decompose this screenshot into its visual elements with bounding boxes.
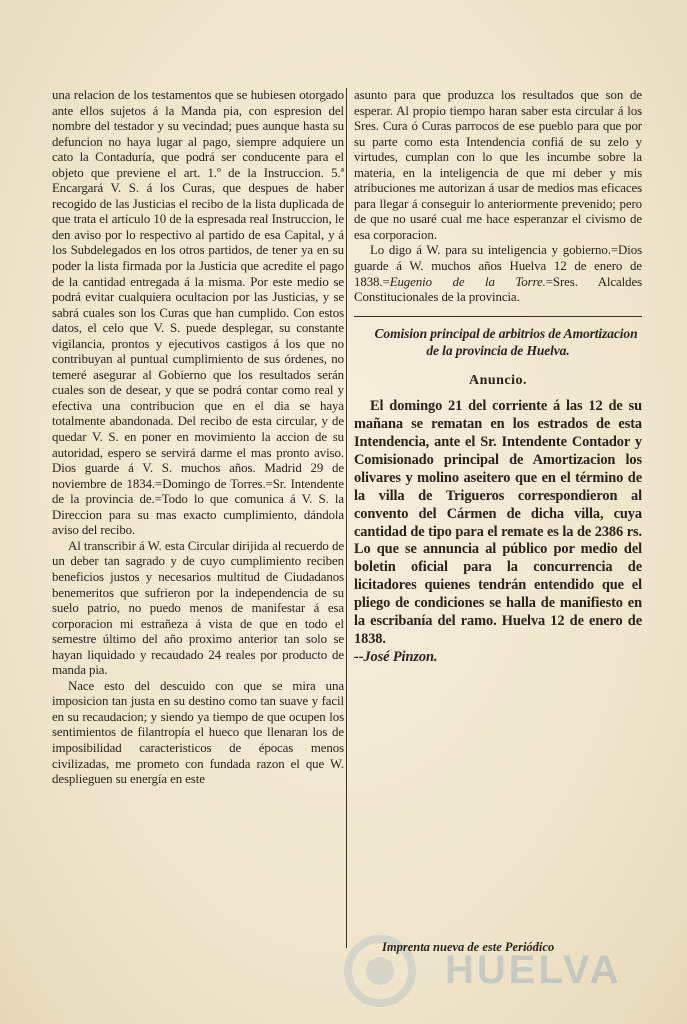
right-column xyxy=(354,88,642,667)
column-divider xyxy=(346,88,347,948)
left-column xyxy=(52,88,344,788)
watermark-emblem-center xyxy=(366,957,394,985)
left-paragraph-2: Al transcribir á W. esta Circular dirijida al recuerdo de un deber tan sagrado y de cuyo cumplimiento reciben beneficios justos y necesarios multitud de Ciudadanos benemeritos que sufrieron por la independencia de su suelo patrio, no puedo menos de manifestar á esa corporacion mi estrañeza á vista de que en todo el semestre último del año proximo anterior tan solo se hayan liquidado y recaudado 24 reales por producto de manda pia. xyxy=(52,538,344,678)
notice-text xyxy=(354,398,642,667)
intendente-signature: Eugenio de la Torre. xyxy=(389,274,546,289)
left-paragraph-3: Nace esto del descuido con que se mira una imposicion tan justa en su destino como tan suave y facil en su recaudacion; y siendo ya tiempo de que ocupen los sentimientos de filantropía el hueco que llenaran los de imposibilidad caracteristicos de épocas menos civilizadas, me prometo con fundada razon el que W. desplieguen su energía en este xyxy=(52,678,344,787)
watermark-label: HUELVA xyxy=(445,948,622,992)
section-separator xyxy=(354,310,642,317)
right-paragraph-1: asunto para que produzca los resultados que son de esperar. Al propio tiempo haran saber esta circular á los Sres. Cura ó Curas parrocos de ese pueblo para que por su parte como esta Intendencia confiá de su zelo y virtudes, cumplan con lo que les incumbe sobre la materia, en la inteligencia de que mi deber y mis atribuciones me autorizan á usar de medios mas eficaces para llegar á conseguir lo anteriormente prevenido; pero de que no usaré cual me hace esperanzar el civismo de esa corporacion. xyxy=(354,88,642,242)
right-paragraph-2 xyxy=(354,243,642,305)
notice-signature: --José Pinzon. xyxy=(354,648,438,665)
section-heading: Comision principal de arbitrios de Amortizacion de la provincia de Huelva. xyxy=(374,325,638,358)
right-paragraph-2-tail: =Sres. Alcaldes Constitucionales de la provincia. xyxy=(354,274,642,305)
printer-imprint: Imprenta nueva de este Periódico xyxy=(382,940,555,954)
left-paragraph-1: una relacion de los testamentos que se hubiesen otorgado ante ellos sujetos á la Manda pia, con espresion del nombre del testador y su vecindad; pues aunque hasta su defuncion no haya lugar al pago, siempre adquiere un cato la Contaduría, que podrá ser conducente para el objeto que previene el art. 1.º de la Instruccion. 5.ª Encargará V. S. á los Curas, que despues de haber recogido de las Justicias el recibo de la lista duplicada de que trata el artículo 10 de la espresada real Instruccion, le den aviso por lo respectivo al partido de esa Capital, y á los Subdelegados en los otros partidos, de tener ya en su poder la lista firmada por la Justicia que acredite el pago de la cantidad entregada á la misma. Por este medio se podrá evitar cualquiera ocultacion por las Justicias, y se sabrá cuales son los Curas que han cumplido. Con estos datos, el celo que V. S. puede desplegar, su constante vigilancia, prontos y ejecutivos castigos á los que no contribuyan al puntual cumplimiento de sus órdenes, no temeré asegurar al Gobierno que los resultados serán cuales son de desear, y que se podrá contar como real y efectiva una contribucion que en el dia se haya totalmente abandonada. Del recibo de esta circular, y de quedar V. S. en poner en movimiento la accion de su autoridad, espero se servirá darme el mas pronto aviso. Dios guarde á V. S. muchos años. Madrid 29 de noviembre de 1834.=Domingo de Torres.=Sr. Intendente de la provincia de.=Todo lo que comunica á V. S. la Direccion para su mas exacto cumplimiento, dándola aviso del recibo. xyxy=(52,88,344,538)
anuncio-title: Anuncio. xyxy=(468,372,528,388)
right-paragraph-2-text: Lo digo á W. para su inteligencia y gobierno.=Dios guarde á W. muchos años Huelva 12 de enero de 1838.= xyxy=(354,243,642,289)
notice-body: El domingo 21 del corriente á las 12 de su mañana se rematan en los estrados de esta Intendencia, ante el Sr. Intendente Contador y Comisionado principal de Amortizacion los olivares y molino aseitero que en el término de la villa de Trigueros correspondieron al convento del Cármen de dicha villa, cuya cantidad de tipo para el remate es la de 2386 rs. Lo que se annuncia al público por medio del boletin oficial para la concurrencia de licitadores quienes tendrán entendido que el pliego de condiciones se halla de manifiesto en la escribanía del ramo. Huelva 12 de enero de 1838. xyxy=(354,398,642,647)
